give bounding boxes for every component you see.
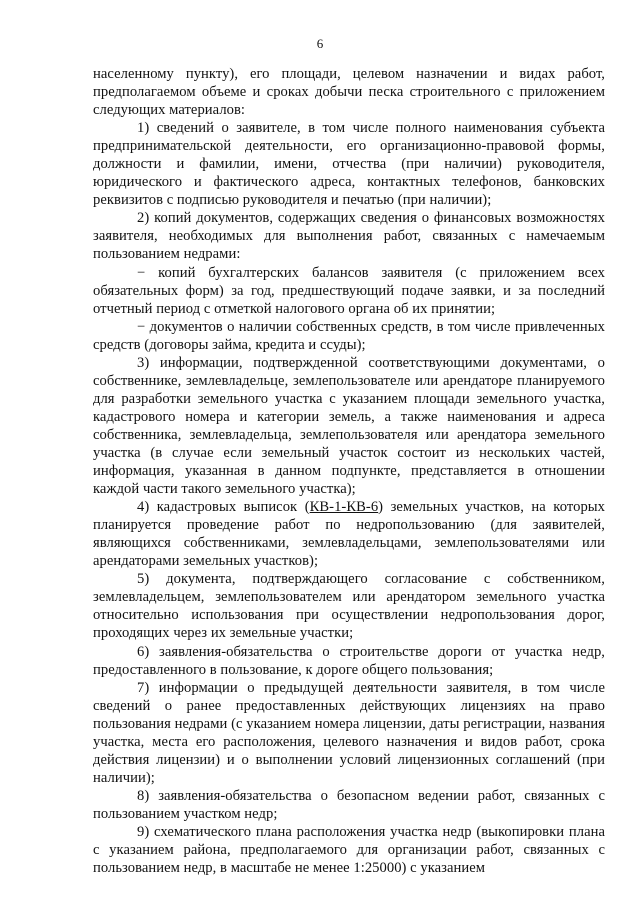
kv-reference-link[interactable]: КВ-1-КВ-6	[309, 499, 379, 516]
document-body	[93, 65, 605, 877]
paragraph-item-2-dash-2: − документов о наличии собственных средств, в том числе привлеченных средств (договоры займа, кредита и ссуды);	[93, 318, 605, 353]
paragraph-item-2: 2) копий документов, содержащих сведения о финансовых возможностях заявителя, необходимых для выполнения работ, связанных с намечаемым пользованием недрами:	[93, 210, 605, 263]
paragraph-item-5: 5) документа, подтверждающего согласование с собственником, землевладельцем, землепользователем или арендатором земельного участка относительно использования при осуществлении недропользования дорог, проходящих через их земельные участки;	[93, 571, 605, 642]
paragraph-item-4	[93, 498, 605, 570]
paragraph-item-2-dash-1: − копий бухгалтерских балансов заявителя (с приложением всех обязательных форм) за год, предшествующий подаче заявки, и за последний отчетный период с отметкой налогового органа об их принятии;	[93, 264, 605, 317]
paragraph-item-6: 6) заявления-обязательства о строительстве дороги от участка недр, предоставленного в пользование, к дороге общего пользования;	[93, 643, 605, 678]
paragraph-continuation: населенному пункту), его площади, целевом назначении и видах работ, предполагаемом объеме и сроках добычи песка строительного с приложением следующих материалов:	[93, 66, 605, 119]
paragraph-item-7: 7) информации о предыдущей деятельности заявителя, в том числе сведений о ранее предоставленных действующих лицензиях на право пользования недрами (с указанием номера лицензии, даты регистрации, названия участка, места его расположения, целевого назначения и видов работ, срока действия лицензии) и о выполнении условий лицензионных соглашений (при наличии);	[93, 679, 605, 786]
paragraph-item-8: 8) заявления-обязательства о безопасном ведении работ, связанных с пользованием участком недр;	[93, 787, 605, 822]
paragraph-item-9: 9) схематического плана расположения участка недр (выкопировки плана с указанием района, предполагаемого для организации работ, связанных с пользованием недр, в масштабе не менее 1:25000) с указанием	[93, 823, 605, 877]
paragraph-item-4-start: 4) кадастровых выписок (	[137, 499, 310, 516]
paragraph-item-3: 3) информации, подтвержденной соответствующими документами, о собственнике, землевладельце, землепользователе или арендаторе планируемого для разработки земельного участка с указанием площади земельного участка, кадастрового номера и категории земель, а также наименования и адреса собственника, землевладельца, землепользователя или арендатора земельного участка (в случае если земельный участок состоит из нескольких частей, информация, указанная в данном подпункте, представляется в отношении каждой части такого земельного участка);	[93, 354, 605, 498]
paragraph-item-1: 1) сведений о заявителе, в том числе полного наименования субъекта предпринимательской деятельности, его организационно-правовой формы, должности и фамилии, имени, отчества (при наличии) руководителя, юридического и фактического адреса, контактных телефонов, банковских реквизитов с подписью руководителя и печатью (при наличии);	[93, 120, 605, 209]
page-number: 6	[316, 36, 324, 51]
paragraph-item-4-end: ) земельных участков, на которых планируется проведение работ по недропользованию (для заявителей, являющихся собственниками, землевладельцами, землепользователями или арендаторами земельных участков);	[93, 499, 605, 570]
